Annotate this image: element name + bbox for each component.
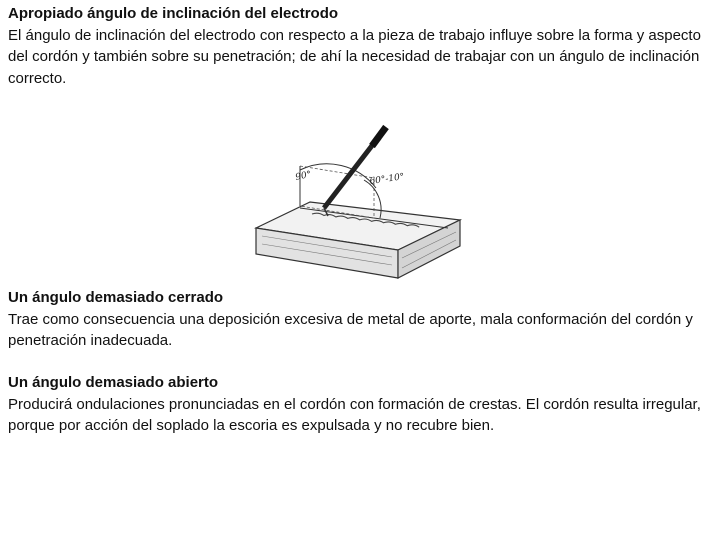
intro-section [8,3,714,89]
electrode-angle-drawing [252,118,468,284]
open-angle-heading: Un ángulo demasiado abierto [8,374,219,391]
open-angle-paragraph: Producirá ondulaciones pronunciadas en el cordón con formación de crestas. El cordón resulta irregular, porque por acción del soplado la escoria es expulsada y no recubre bien. [8,395,701,434]
closed-angle-section [8,287,714,352]
electrode-angle-illustration [252,118,468,284]
closed-angle-heading: Un ángulo demasiado cerrado [8,289,224,306]
label-60-10: 60°-10° [369,172,406,187]
label-90: 90° [294,169,313,183]
closed-angle-paragraph: Trae como consecuencia una deposición excesiva de metal de aporte, mala conformación del cordón y penetración inadecuada. [8,310,693,349]
intro-heading: Apropiado ángulo de inclinación del electrodo [8,5,339,22]
electrode-holder [372,127,386,146]
open-angle-section [8,372,714,437]
intro-paragraph: El ángulo de inclinación del electrodo con respecto a la pieza de trabajo influye sobre la forma y aspecto del cordón y también sobre su penetración; de ahí la necesidad de trabajar con un ángulo de inclinación correcto. [8,26,701,87]
